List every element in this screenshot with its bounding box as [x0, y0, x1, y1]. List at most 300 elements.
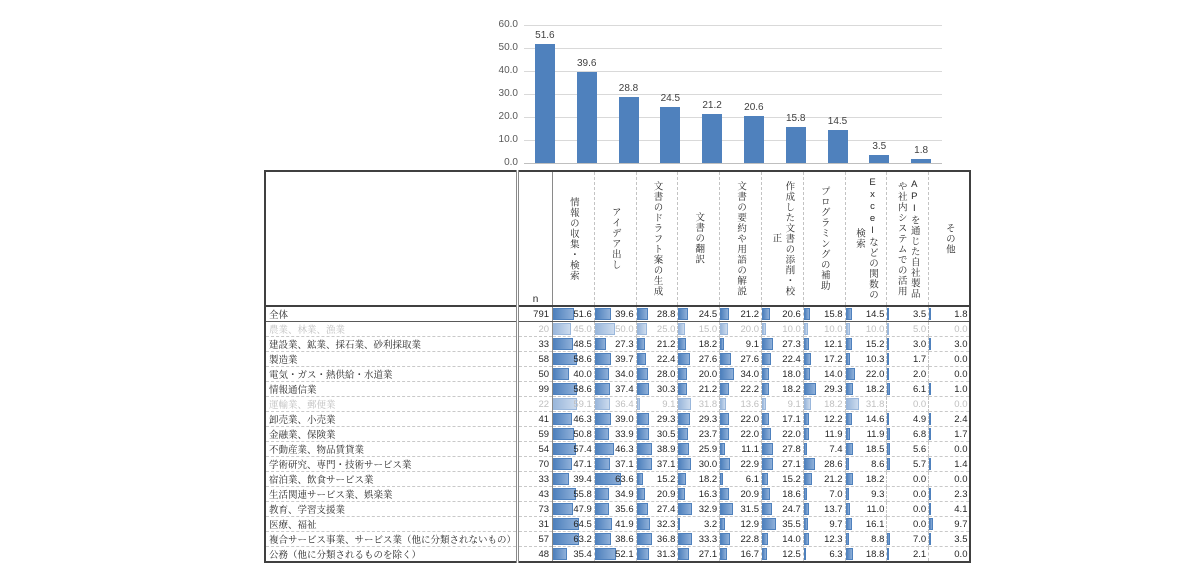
percentage-value: 13.6 — [740, 398, 759, 410]
percentage-cell — [929, 442, 971, 457]
percentage-cell — [803, 427, 845, 442]
use-case-column-header-label: APIを通じた自社製品や社内システムでの活用 — [895, 178, 920, 299]
use-case-column-header-label: プログラミングの補助 — [818, 186, 830, 291]
percentage-cell — [929, 352, 971, 367]
use-case-column-header — [720, 171, 762, 306]
percentage-cell — [845, 322, 887, 337]
percentage-value: 27.4 — [656, 503, 676, 515]
percentage-value: 4.1 — [954, 503, 968, 515]
percentage-value: 12.1 — [824, 338, 843, 350]
crosstab-table — [264, 170, 971, 563]
percentage-cell — [762, 306, 804, 322]
percentage-value: 22.4 — [782, 353, 801, 365]
percentage-value: 29.3 — [656, 413, 676, 425]
percentage-value: 0.0 — [954, 473, 968, 485]
percentage-value: 22.8 — [740, 533, 759, 545]
percentage-value: 45.0 — [573, 323, 592, 335]
percentage-value: 22.0 — [740, 428, 759, 440]
percentage-value: 9.1 — [662, 398, 676, 410]
percentage-cell — [553, 306, 595, 322]
percentage-cell — [594, 382, 636, 397]
percentage-cell — [845, 502, 887, 517]
table-row — [265, 367, 970, 382]
chart-value-label: 39.6 — [576, 57, 597, 69]
percentage-value: 35.5 — [782, 518, 801, 530]
percentage-value: 18.2 — [824, 398, 843, 410]
percentage-value: 7.0 — [912, 533, 927, 545]
percentage-cell — [887, 502, 929, 517]
percentage-cell — [720, 427, 762, 442]
industry-label: 金融業、保険業 — [265, 427, 518, 442]
percentage-cell — [929, 487, 971, 502]
industry-label: 情報通信業 — [265, 382, 518, 397]
industry-label: 不動産業、物品賃貸業 — [265, 442, 518, 457]
percentage-value: 28.8 — [656, 308, 676, 320]
percentage-cell — [553, 337, 595, 352]
percentage-cell — [720, 442, 762, 457]
percentage-value: 27.6 — [740, 353, 759, 365]
table-header-row — [265, 171, 970, 306]
n-value: 33 — [518, 472, 553, 487]
percentage-cell — [553, 382, 595, 397]
percentage-value: 58.6 — [573, 383, 592, 395]
percentage-value: 14.6 — [865, 413, 885, 425]
percentage-cell — [887, 472, 929, 487]
percentage-value: 18.2 — [782, 383, 801, 395]
percentage-value: 46.3 — [615, 443, 634, 455]
percentage-cell — [553, 502, 595, 517]
industry-label: 運輸業、郵便業 — [265, 397, 518, 412]
percentage-value: 36.8 — [656, 533, 676, 545]
percentage-value: 27.8 — [782, 443, 801, 455]
percentage-value: 6.8 — [912, 428, 927, 440]
percentage-cell — [720, 472, 762, 487]
percentage-cell — [845, 352, 887, 367]
percentage-value: 52.1 — [615, 548, 634, 560]
use-case-column-header — [887, 171, 929, 306]
percentage-cell — [636, 306, 678, 322]
percentage-value: 18.5 — [865, 443, 885, 455]
chart-bar — [702, 114, 722, 163]
percentage-value: 10.0 — [865, 323, 885, 335]
percentage-cell — [720, 517, 762, 532]
percentage-value: 51.6 — [573, 308, 592, 320]
percentage-cell — [803, 487, 845, 502]
table-row — [265, 472, 970, 487]
percentage-value: 24.7 — [782, 503, 801, 515]
percentage-cell — [636, 487, 678, 502]
percentage-value: 21.2 — [824, 473, 843, 485]
y-axis-tick-label: 30.0 — [498, 88, 518, 99]
percentage-value: 9.3 — [871, 488, 885, 500]
percentage-cell — [762, 472, 804, 487]
percentage-cell — [553, 427, 595, 442]
percentage-cell — [762, 457, 804, 472]
percentage-cell — [845, 367, 887, 382]
y-axis-tick-label: 40.0 — [498, 65, 518, 76]
percentage-value: 27.3 — [782, 338, 801, 350]
percentage-value: 31.5 — [740, 503, 759, 515]
percentage-cell — [762, 517, 804, 532]
percentage-value: 7.4 — [829, 443, 843, 455]
percentage-cell — [678, 457, 720, 472]
industry-label: 生活関連サービス業、娯楽業 — [265, 487, 518, 502]
percentage-value: 18.6 — [782, 488, 801, 500]
chart-value-label: 28.8 — [618, 82, 639, 94]
percentage-value: 5.6 — [912, 443, 927, 455]
percentage-cell — [553, 367, 595, 382]
percentage-value: 3.2 — [703, 518, 718, 530]
percentage-value: 41.9 — [615, 518, 634, 530]
percentage-cell — [636, 502, 678, 517]
percentage-value: 30.3 — [656, 383, 676, 395]
percentage-value: 57.4 — [573, 443, 592, 455]
percentage-cell — [762, 487, 804, 502]
percentage-cell — [636, 352, 678, 367]
industry-label: 学術研究、専門・技術サービス業 — [265, 457, 518, 472]
percentage-value: 3.5 — [912, 308, 927, 320]
percentage-value: 18.8 — [865, 548, 885, 560]
percentage-cell — [845, 517, 887, 532]
percentage-value: 2.4 — [954, 413, 968, 425]
percentage-value: 9.1 — [745, 338, 759, 350]
industry-label: 全体 — [265, 306, 518, 322]
percentage-value: 28.0 — [656, 368, 676, 380]
percentage-cell — [553, 547, 595, 563]
percentage-cell — [636, 382, 678, 397]
use-case-column-header — [678, 171, 720, 306]
percentage-cell — [887, 367, 929, 382]
use-case-column-header — [845, 171, 887, 306]
percentage-cell — [678, 442, 720, 457]
percentage-cell — [594, 352, 636, 367]
use-case-column-header-label: 作成した文書の添削・校正 — [770, 180, 795, 297]
percentage-value: 24.5 — [698, 308, 718, 320]
percentage-cell — [553, 412, 595, 427]
chart-value-label: 24.5 — [660, 92, 681, 104]
percentage-cell — [845, 337, 887, 352]
percentage-value: 0.0 — [954, 353, 968, 365]
percentage-cell — [887, 382, 929, 397]
chart-value-label: 14.5 — [827, 115, 848, 127]
percentage-value: 9.7 — [954, 518, 968, 530]
percentage-cell — [678, 322, 720, 337]
percentage-value: 0.0 — [912, 503, 927, 515]
percentage-value: 7.0 — [829, 488, 843, 500]
percentage-value: 63.6 — [615, 473, 634, 485]
percentage-value: 21.2 — [656, 338, 676, 350]
percentage-cell — [594, 322, 636, 337]
percentage-value: 2.0 — [912, 368, 927, 380]
percentage-value: 30.5 — [656, 428, 676, 440]
table-row — [265, 502, 970, 517]
percentage-value: 39.6 — [615, 308, 634, 320]
percentage-cell — [594, 502, 636, 517]
percentage-cell — [803, 517, 845, 532]
percentage-cell — [803, 472, 845, 487]
percentage-value: 34.0 — [740, 368, 759, 380]
chart-value-label: 1.8 — [914, 144, 929, 156]
percentage-value: 18.2 — [698, 473, 718, 485]
percentage-cell — [803, 502, 845, 517]
percentage-cell — [636, 367, 678, 382]
percentage-value: 20.0 — [740, 323, 759, 335]
percentage-cell — [636, 442, 678, 457]
percentage-value: 20.6 — [782, 308, 801, 320]
percentage-value: 20.9 — [740, 488, 759, 500]
percentage-value: 34.9 — [615, 488, 634, 500]
percentage-cell — [720, 412, 762, 427]
percentage-cell — [762, 337, 804, 352]
percentage-value: 16.1 — [865, 518, 885, 530]
industry-label: 卸売業、小売業 — [265, 412, 518, 427]
percentage-cell — [720, 532, 762, 547]
percentage-cell — [636, 397, 678, 412]
percentage-value: 17.1 — [782, 413, 801, 425]
table-row — [265, 487, 970, 502]
n-value: 59 — [518, 427, 553, 442]
percentage-cell — [887, 487, 929, 502]
n-value: 58 — [518, 352, 553, 367]
percentage-value: 63.2 — [573, 533, 592, 545]
percentage-value: 39.0 — [615, 413, 634, 425]
percentage-cell — [594, 532, 636, 547]
percentage-cell — [803, 337, 845, 352]
industry-label: 電気・ガス・熱供給・水道業 — [265, 367, 518, 382]
percentage-cell — [845, 382, 887, 397]
chart-value-label: 15.8 — [785, 112, 806, 124]
percentage-value: 11.1 — [741, 443, 759, 455]
percentage-value: 14.0 — [782, 533, 801, 545]
chart-bar — [911, 159, 931, 163]
percentage-cell — [803, 382, 845, 397]
percentage-value: 9.1 — [787, 398, 801, 410]
n-value: 54 — [518, 442, 553, 457]
percentage-cell — [929, 306, 971, 322]
percentage-value: 21.2 — [698, 383, 718, 395]
percentage-cell — [678, 517, 720, 532]
percentage-cell — [887, 306, 929, 322]
percentage-cell — [929, 457, 971, 472]
chart-gridline — [524, 163, 942, 164]
percentage-value: 1.8 — [954, 308, 968, 320]
percentage-value: 15.2 — [656, 473, 676, 485]
use-case-column-header — [762, 171, 804, 306]
percentage-cell — [762, 382, 804, 397]
percentage-cell — [929, 532, 971, 547]
percentage-cell — [678, 487, 720, 502]
percentage-value: 12.9 — [740, 518, 759, 530]
percentage-cell — [845, 487, 887, 502]
percentage-value: 46.3 — [573, 413, 592, 425]
percentage-cell — [887, 412, 929, 427]
percentage-cell — [553, 517, 595, 532]
percentage-value: 0.0 — [954, 368, 968, 380]
chart-gridline — [524, 25, 942, 26]
chart-bar — [744, 116, 764, 163]
percentage-value: 6.1 — [745, 473, 759, 485]
percentage-value: 27.1 — [698, 548, 718, 560]
percentage-value: 16.7 — [740, 548, 759, 560]
use-case-column-header-label: 文書の翻訳 — [693, 212, 705, 265]
percentage-value: 55.8 — [573, 488, 592, 500]
percentage-cell — [887, 427, 929, 442]
percentage-value: 23.7 — [698, 428, 718, 440]
percentage-cell — [887, 352, 929, 367]
percentage-cell — [636, 412, 678, 427]
percentage-cell — [553, 472, 595, 487]
percentage-cell — [636, 337, 678, 352]
percentage-cell — [720, 352, 762, 367]
use-case-column-header — [553, 171, 595, 306]
percentage-value: 11.9 — [866, 428, 885, 440]
percentage-cell — [845, 442, 887, 457]
percentage-value: 59.1 — [573, 398, 592, 410]
percentage-value: 16.3 — [698, 488, 718, 500]
percentage-cell — [553, 532, 595, 547]
percentage-value: 35.4 — [573, 548, 592, 560]
percentage-value: 39.7 — [615, 353, 634, 365]
percentage-value: 10.3 — [865, 353, 885, 365]
percentage-cell — [929, 472, 971, 487]
percentage-value: 1.7 — [912, 353, 927, 365]
n-value: 48 — [518, 547, 553, 563]
percentage-cell — [929, 367, 971, 382]
percentage-value: 0.0 — [954, 443, 968, 455]
chart-value-label: 3.5 — [872, 140, 887, 152]
percentage-value: 50.8 — [573, 428, 592, 440]
percentage-value: 58.6 — [573, 353, 592, 365]
percentage-value: 1.4 — [954, 458, 968, 470]
percentage-cell — [594, 367, 636, 382]
percentage-cell — [803, 367, 845, 382]
percentage-value: 0.0 — [912, 518, 927, 530]
percentage-cell — [594, 547, 636, 563]
percentage-cell — [720, 306, 762, 322]
percentage-cell — [929, 547, 971, 563]
percentage-value: 27.6 — [698, 353, 718, 365]
industry-label: 宿泊業、飲食サービス業 — [265, 472, 518, 487]
percentage-cell — [678, 502, 720, 517]
percentage-value: 14.5 — [865, 308, 885, 320]
percentage-value: 12.3 — [824, 533, 843, 545]
n-value: 57 — [518, 532, 553, 547]
percentage-cell — [594, 442, 636, 457]
percentage-cell — [720, 382, 762, 397]
percentage-value: 22.0 — [865, 368, 885, 380]
percentage-value: 3.0 — [912, 338, 927, 350]
percentage-value: 17.2 — [824, 353, 843, 365]
n-value: 20 — [518, 322, 553, 337]
percentage-value: 0.0 — [912, 488, 927, 500]
y-axis-tick-label: 60.0 — [498, 19, 518, 30]
percentage-value: 22.2 — [740, 383, 759, 395]
percentage-cell — [929, 382, 971, 397]
use-case-column-header — [929, 171, 971, 306]
percentage-cell — [803, 306, 845, 322]
table-row — [265, 457, 970, 472]
percentage-value: 18.2 — [865, 383, 885, 395]
percentage-cell — [720, 502, 762, 517]
percentage-cell — [887, 322, 929, 337]
table-row — [265, 337, 970, 352]
percentage-value: 27.1 — [782, 458, 801, 470]
percentage-value: 47.9 — [573, 503, 592, 515]
n-value: 73 — [518, 502, 553, 517]
percentage-cell — [720, 457, 762, 472]
percentage-cell — [845, 547, 887, 563]
y-axis-tick-label: 20.0 — [498, 111, 518, 122]
percentage-cell — [636, 457, 678, 472]
percentage-cell — [678, 412, 720, 427]
table-row — [265, 517, 970, 532]
percentage-cell — [678, 306, 720, 322]
percentage-cell — [636, 532, 678, 547]
percentage-value: 8.6 — [871, 458, 885, 470]
n-value: 22 — [518, 397, 553, 412]
table-row — [265, 412, 970, 427]
percentage-value: 27.3 — [615, 338, 634, 350]
chart-value-label: 20.6 — [744, 101, 764, 113]
percentage-value: 2.3 — [954, 488, 968, 500]
industry-label: 医療、福祉 — [265, 517, 518, 532]
percentage-cell — [762, 427, 804, 442]
percentage-cell — [553, 397, 595, 412]
percentage-cell — [887, 517, 929, 532]
percentage-value: 28.6 — [824, 458, 843, 470]
chart-bar — [619, 97, 639, 163]
percentage-cell — [803, 322, 845, 337]
percentage-cell — [845, 412, 887, 427]
percentage-cell — [803, 412, 845, 427]
percentage-cell — [594, 457, 636, 472]
table-row — [265, 322, 970, 337]
table-row — [265, 547, 970, 563]
percentage-cell — [845, 472, 887, 487]
percentage-cell — [636, 517, 678, 532]
percentage-cell — [636, 322, 678, 337]
percentage-cell — [845, 397, 887, 412]
percentage-cell — [887, 397, 929, 412]
y-axis-tick-label: 0.0 — [504, 157, 518, 168]
table-row — [265, 306, 970, 322]
n-value: 791 — [518, 306, 553, 322]
percentage-value: 29.3 — [698, 413, 718, 425]
percentage-value: 30.0 — [698, 458, 718, 470]
percentage-cell — [929, 397, 971, 412]
percentage-value: 22.9 — [740, 458, 759, 470]
percentage-value: 3.5 — [954, 533, 968, 545]
percentage-cell — [594, 517, 636, 532]
n-value: 33 — [518, 337, 553, 352]
percentage-value: 11.0 — [866, 503, 885, 515]
percentage-value: 38.6 — [615, 533, 634, 545]
percentage-cell — [594, 472, 636, 487]
percentage-cell — [720, 487, 762, 502]
chart-bar — [786, 127, 806, 163]
percentage-value: 50.0 — [615, 323, 634, 335]
chart-bar — [869, 155, 889, 163]
percentage-cell — [720, 367, 762, 382]
industry-label: 公務（他に分類されるものを除く） — [265, 547, 518, 563]
percentage-cell — [803, 457, 845, 472]
use-case-column-header-label: その他 — [943, 222, 955, 255]
chart-bar — [535, 44, 555, 163]
use-case-column-header-label: 文書のドラフト案の生成 — [651, 180, 663, 297]
use-case-column-header-label: Excelなどの関数の検索 — [853, 177, 878, 300]
percentage-cell — [929, 427, 971, 442]
percentage-value: 0.0 — [954, 548, 968, 560]
